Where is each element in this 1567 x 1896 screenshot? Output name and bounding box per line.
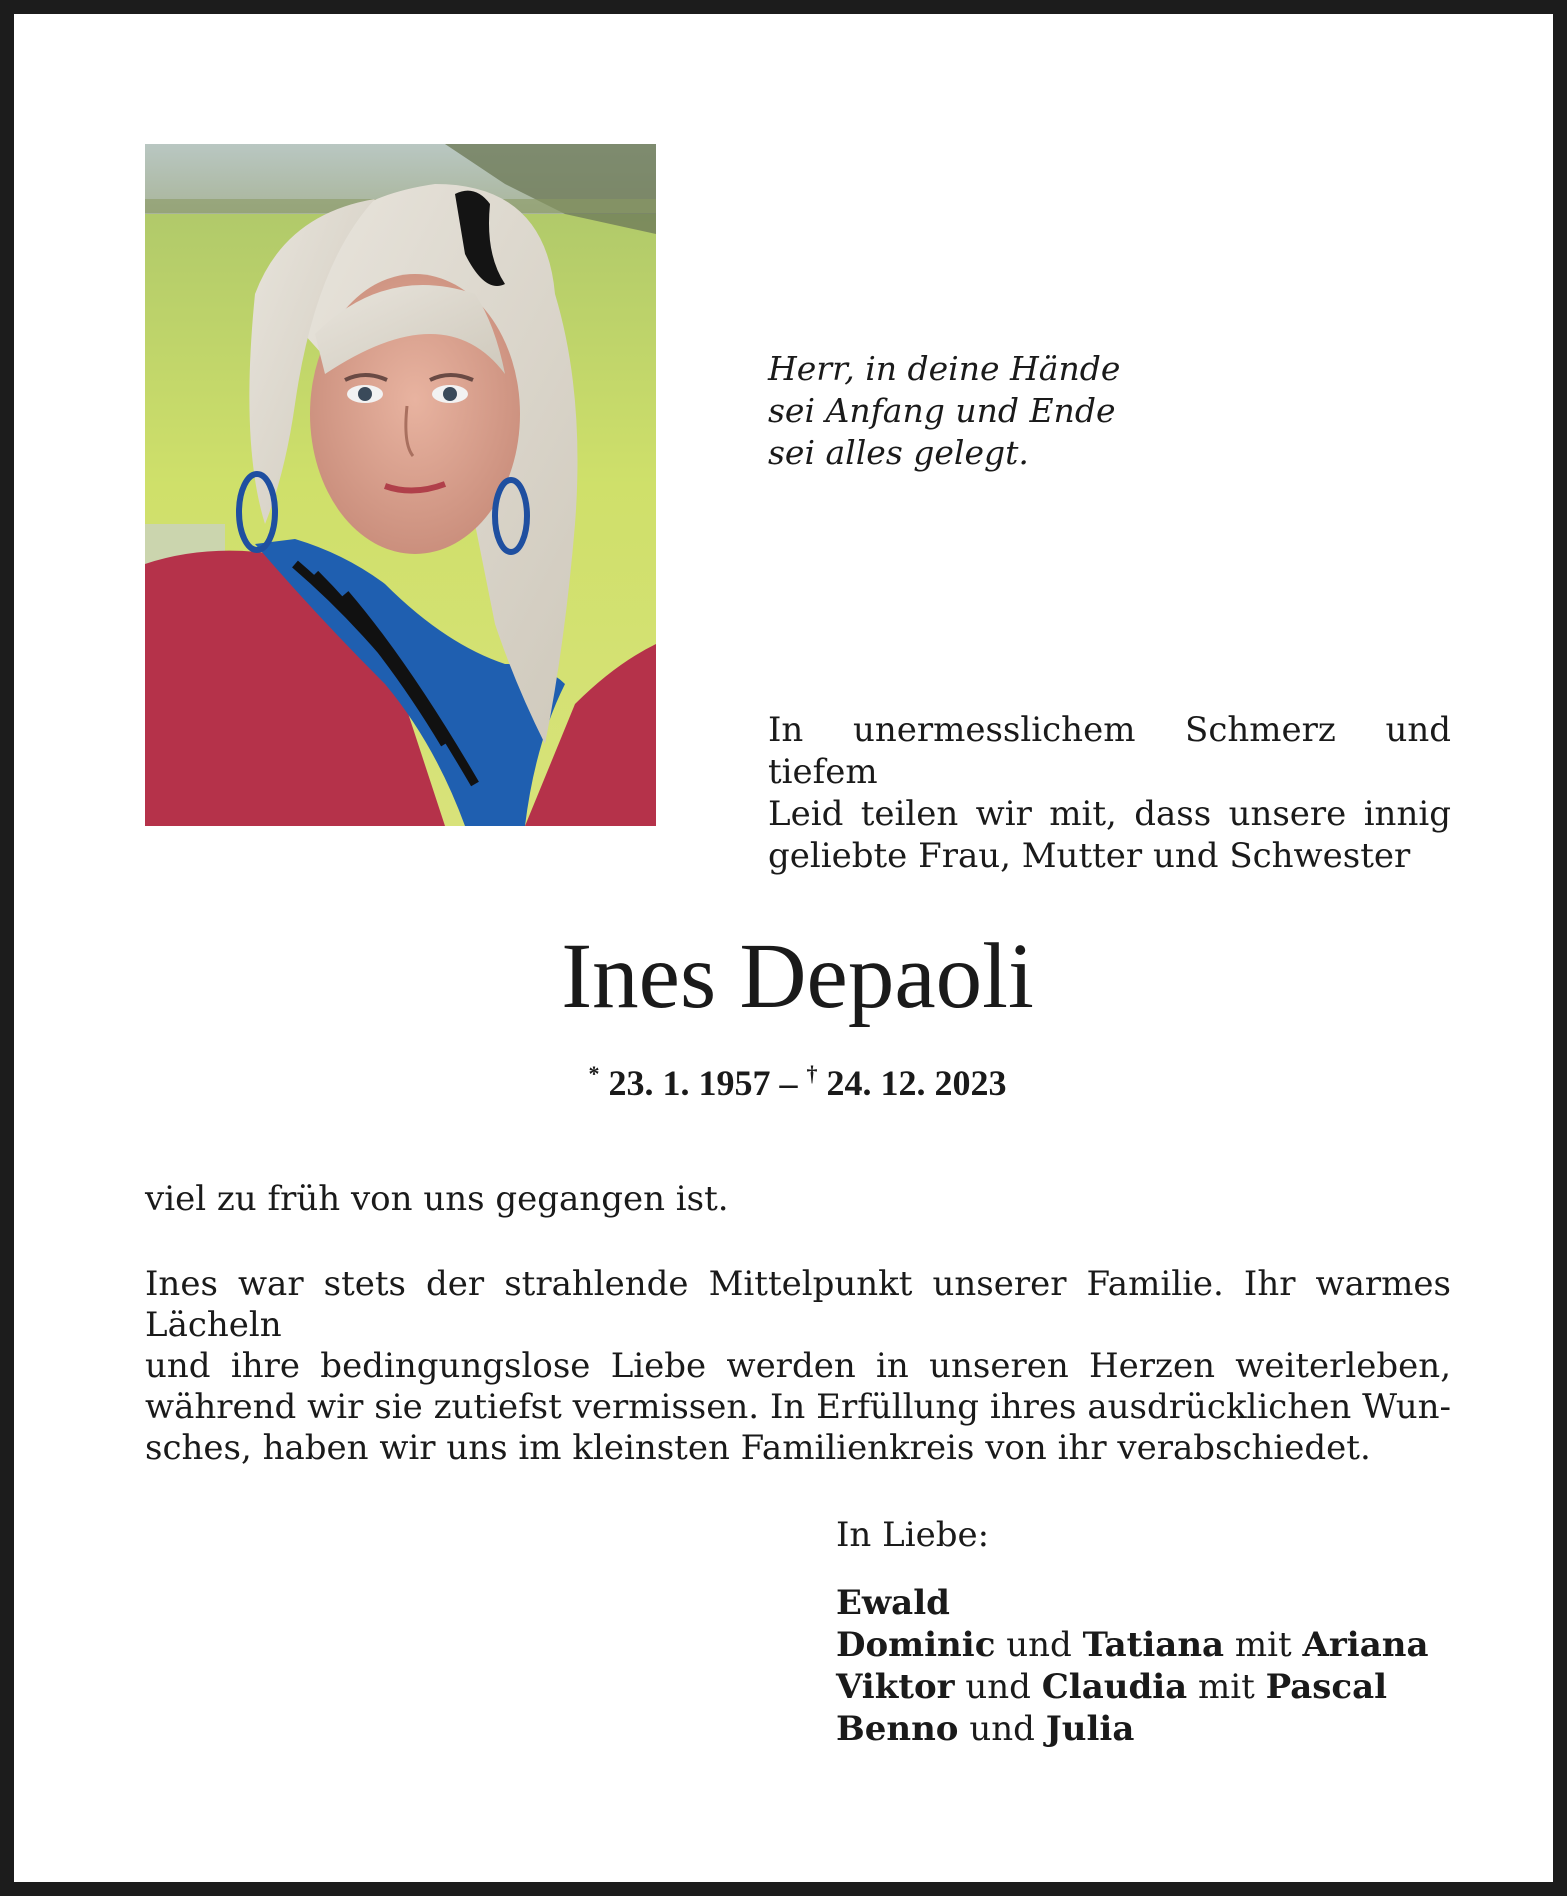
family-name: Pascal: [1265, 1667, 1388, 1707]
family-name: Benno: [836, 1709, 959, 1749]
intro-line: In unermesslichem Schmerz und tiefem: [768, 710, 1451, 792]
death-date: 24. 12. 2023: [826, 1063, 1007, 1103]
tribute-line: und ihre bedingungslose Liebe werden in unseren Herzen weiterleben,: [145, 1346, 1451, 1386]
verse-line: Herr, in deine Hände: [768, 349, 1121, 388]
family-name: Ewald: [836, 1583, 950, 1623]
family-name: Dominic: [836, 1625, 996, 1665]
intro-line: Leid teilen wir mit, dass unsere innig: [768, 794, 1451, 834]
tribute-line: während wir sie zutiefst vermissen. In Erfüllung ihres ausdrücklichen Wun-: [145, 1387, 1451, 1427]
family-name: Julia: [1045, 1709, 1135, 1749]
connector: mit: [1198, 1667, 1255, 1707]
tribute-line: sches, haben wir uns im kleinsten Familienkreis von ihr verabschiedet.: [145, 1428, 1371, 1468]
birth-date: 23. 1. 1957: [608, 1063, 771, 1103]
verse-line: sei alles gelegt.: [768, 433, 1029, 472]
deceased-name: Ines Depaoli: [561, 925, 1034, 1028]
family-line: [836, 1708, 1456, 1750]
portrait-photo: [145, 144, 656, 826]
family-name: Ariana: [1302, 1625, 1429, 1665]
tribute-line: Ines war stets der strahlende Mittelpunkt unserer Familie. Ihr warmes Lächeln: [145, 1264, 1451, 1345]
verse-line: sei Anfang und Ende: [768, 391, 1116, 430]
portrait-image: [145, 144, 656, 826]
life-dates: [14, 1052, 1567, 1105]
intro-line: geliebte Frau, Mutter und Schwester: [768, 836, 1411, 876]
tribute-paragraph: [145, 1264, 1451, 1469]
connector: und: [969, 1709, 1035, 1749]
connector: mit: [1234, 1625, 1292, 1665]
family-name: Claudia: [1041, 1667, 1188, 1707]
family-line: [836, 1666, 1456, 1708]
connector: und: [1006, 1625, 1072, 1665]
signature-block: [836, 1514, 1456, 1750]
signature-lead: In Liebe:: [836, 1515, 990, 1555]
announcement-intro: [768, 709, 1451, 877]
birth-symbol: *: [588, 1061, 600, 1086]
passed-away-line: viel zu früh von uns gegangen ist.: [145, 1179, 729, 1219]
verse: [768, 348, 1368, 474]
death-symbol: †: [806, 1061, 818, 1086]
date-separator: –: [779, 1063, 798, 1103]
family-line: [836, 1582, 1456, 1624]
connector: und: [965, 1667, 1031, 1707]
family-name: Tatiana: [1082, 1625, 1225, 1665]
family-name: Viktor: [836, 1667, 955, 1707]
family-line: [836, 1624, 1456, 1666]
